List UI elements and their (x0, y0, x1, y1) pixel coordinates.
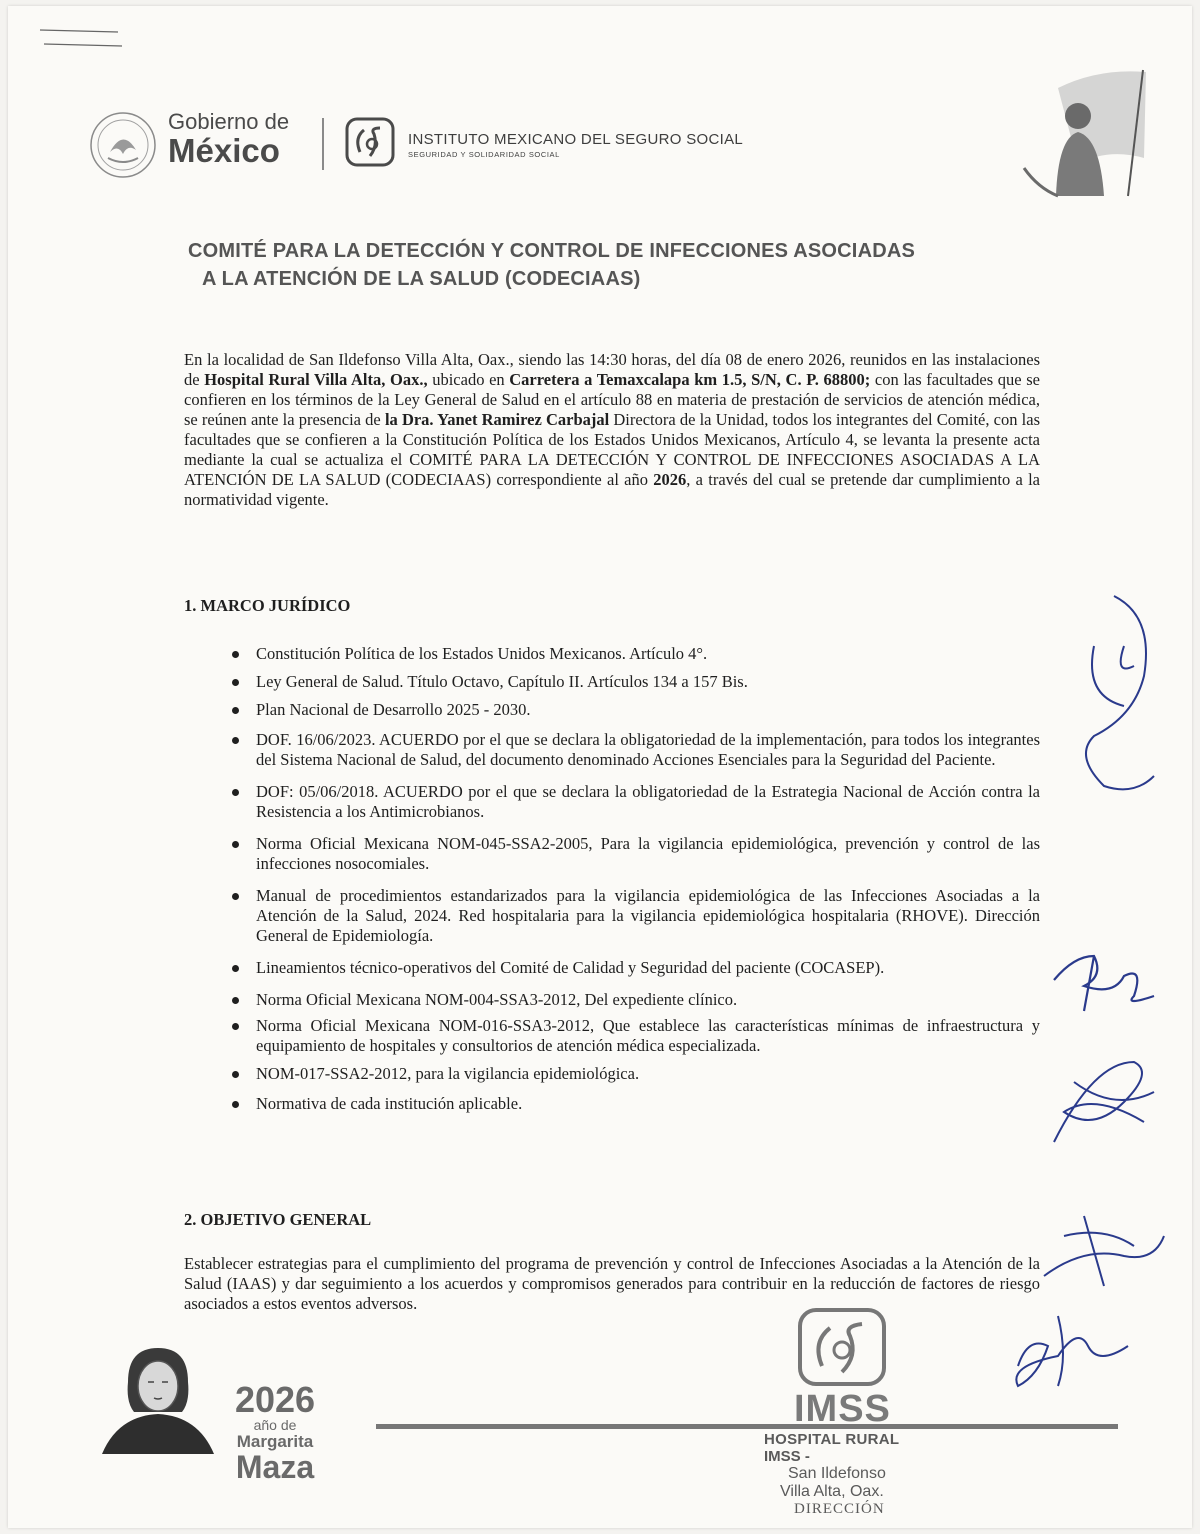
year-badge (220, 1379, 330, 1485)
stamp-text (764, 1431, 899, 1518)
year-number: 2026 (234, 1379, 316, 1420)
corner-pencil-marks (38, 24, 128, 54)
stamp-line-5: DIRECCIÓN (794, 1501, 885, 1517)
list-item: Norma Oficial Mexicana NOM-016-SSA3-2012, Que establece las características mínimas de infraestructura y equipamiento de hospitales y consultorios de atención médica especializada. (184, 1016, 1040, 1056)
imss-wordmark (408, 131, 743, 159)
list-item: Norma Oficial Mexicana NOM-004-SSA3-2012, Del expediente clínico. (184, 990, 1040, 1010)
section-2-heading: 2. OBJETIVO GENERAL (184, 1210, 372, 1229)
footer-rule (376, 1424, 1118, 1429)
intro-text-3: con las facultades que se confieren en los términos de la Ley General de Salud en el artículo 88 en materia de prestación de servicios de atención médica, se reúnen ante la presencia de (184, 370, 1040, 429)
stamp-imss-wordmark: IMSS (794, 1388, 891, 1430)
margarita-maza-portrait (98, 1342, 218, 1454)
imss-stamp-logo-icon (796, 1306, 888, 1388)
signature-2-icon (1044, 936, 1164, 1016)
section-1-heading: 1. MARCO JURÍDICO (184, 596, 351, 615)
intro-address: Carretera a Temaxcalapa km 1.5, S/N, C. P. 68800; (509, 370, 871, 389)
stamp-line-4: Villa Alta, Oax. (780, 1483, 884, 1500)
intro-hospital: Hospital Rural Villa Alta, Oax., (204, 370, 428, 389)
title-line-2: A LA ATENCIÓN DE LA SALUD (CODECIAAS) (202, 268, 641, 290)
header-divider (322, 118, 324, 170)
flag-woman-illustration (1018, 68, 1153, 198)
signature-5-icon (998, 1306, 1138, 1396)
imss-logo-icon (344, 116, 396, 168)
signature-4-icon (1024, 1206, 1174, 1296)
list-item: Manual de procedimientos estandarizados para la vigilancia epidemiológica de las Infecciones Asociadas a la Atención de la Salud, 2024. Red hospitalaria para la vigilancia epidemiológica hospitalaria (RHOVE). Dirección General de Epidemiología. (184, 886, 1040, 946)
document-title (188, 237, 1048, 293)
intro-paragraph (184, 350, 1040, 510)
intro-director: la Dra. Yanet Ramirez Carbajal (384, 410, 610, 429)
gobierno-de-mexico-logo (168, 110, 289, 168)
intro-text-5: , a través del cual se pretende dar cumplimiento a la normatividad vigente. (184, 470, 1040, 509)
signature-3-icon (1034, 1052, 1174, 1152)
list-item: Plan Nacional de Desarrollo 2025 - 2030. (184, 700, 1040, 720)
stamp-line-3: San Ildefonso (788, 1465, 886, 1482)
list-item: Norma Oficial Mexicana NOM-045-SSA2-2005, Para la vigilancia epidemiológica, prevención y control de las infecciones nosocomiales. (184, 834, 1040, 874)
list-item: DOF. 16/06/2023. ACUERDO por el que se declara la obligatoriedad de la implementación, para todos los integrantes del Sistema Nacional de Salud, del documento denominado Acciones Esenciales para la Seguridad del Paciente. (184, 730, 1040, 770)
intro-text-1: En la localidad de San Ildefonso Villa Alta, Oax., siendo las 14:30 horas, del día 08 de enero 2026, reunidos en las instalaciones de (184, 350, 1040, 389)
year-name-2: Maza (235, 1449, 315, 1485)
marco-juridico-list (184, 644, 1040, 1114)
signature-1-icon (1054, 586, 1174, 806)
year-of: año de (253, 1417, 297, 1433)
intro-text-2: ubicado en (427, 370, 510, 389)
year-name-1: Margarita (236, 1432, 314, 1451)
list-item: DOF: 05/06/2018. ACUERDO por el que se declara la obligatoriedad de la Estrategia Nacional de Acción contra la Resistencia a los Antimicrobianos. (184, 782, 1040, 822)
list-item: Constitución Política de los Estados Unidos Mexicanos. Artículo 4°. (184, 644, 1040, 664)
intro-text-4: Directora de la Unidad, todos los integrantes del Comité, con las facultades que se confieren a la Constitución Política de los Estados Unidos Mexicanos, Artículo 4, se levanta la presente acta mediante la cual se actualiza el COMITÉ PARA LA DETECCIÓN Y CONTROL DE INFECCIONES ASOCIADAS A LA ATENCIÓN DE LA SALUD (CODECIAAS) correspondiente al año (184, 410, 1040, 489)
imss-tagline: SEGURIDAD Y SOLIDARIDAD SOCIAL (408, 150, 560, 159)
mexico-seal-icon (88, 110, 158, 180)
stamp-line-1: HOSPITAL RURAL (764, 1431, 900, 1448)
gobierno-line-1: Gobierno de (168, 109, 290, 134)
list-item: Normativa de cada institución aplicable. (184, 1094, 1040, 1114)
list-item: NOM-017-SSA2-2012, para la vigilancia epidemiológica. (184, 1064, 1040, 1084)
objetivo-paragraph: Establecer estrategias para el cumplimiento del programa de prevención y control de Infecciones Asociadas a la Atención de la Salud (IAAS) y dar seguimiento a los acuerdos y compromisos generados para contribuir en la reducción de factores de riesgo asociados a estos eventos adversos. (184, 1254, 1040, 1313)
document-page (8, 6, 1192, 1528)
letterhead (88, 106, 1148, 186)
gobierno-line-2: México (168, 132, 280, 169)
intro-year: 2026 (653, 470, 687, 489)
list-item: Lineamientos técnico-operativos del Comité de Calidad y Seguridad del paciente (COCASEP). (184, 958, 1040, 978)
stamp-line-2: IMSS - (764, 1448, 810, 1465)
title-line-1: COMITÉ PARA LA DETECCIÓN Y CONTROL DE INFECCIONES ASOCIADAS (188, 240, 916, 262)
list-item: Ley General de Salud. Título Octavo, Capítulo II. Artículos 134 a 157 Bis. (184, 672, 1040, 692)
imss-name: INSTITUTO MEXICANO DEL SEGURO SOCIAL (408, 131, 744, 148)
